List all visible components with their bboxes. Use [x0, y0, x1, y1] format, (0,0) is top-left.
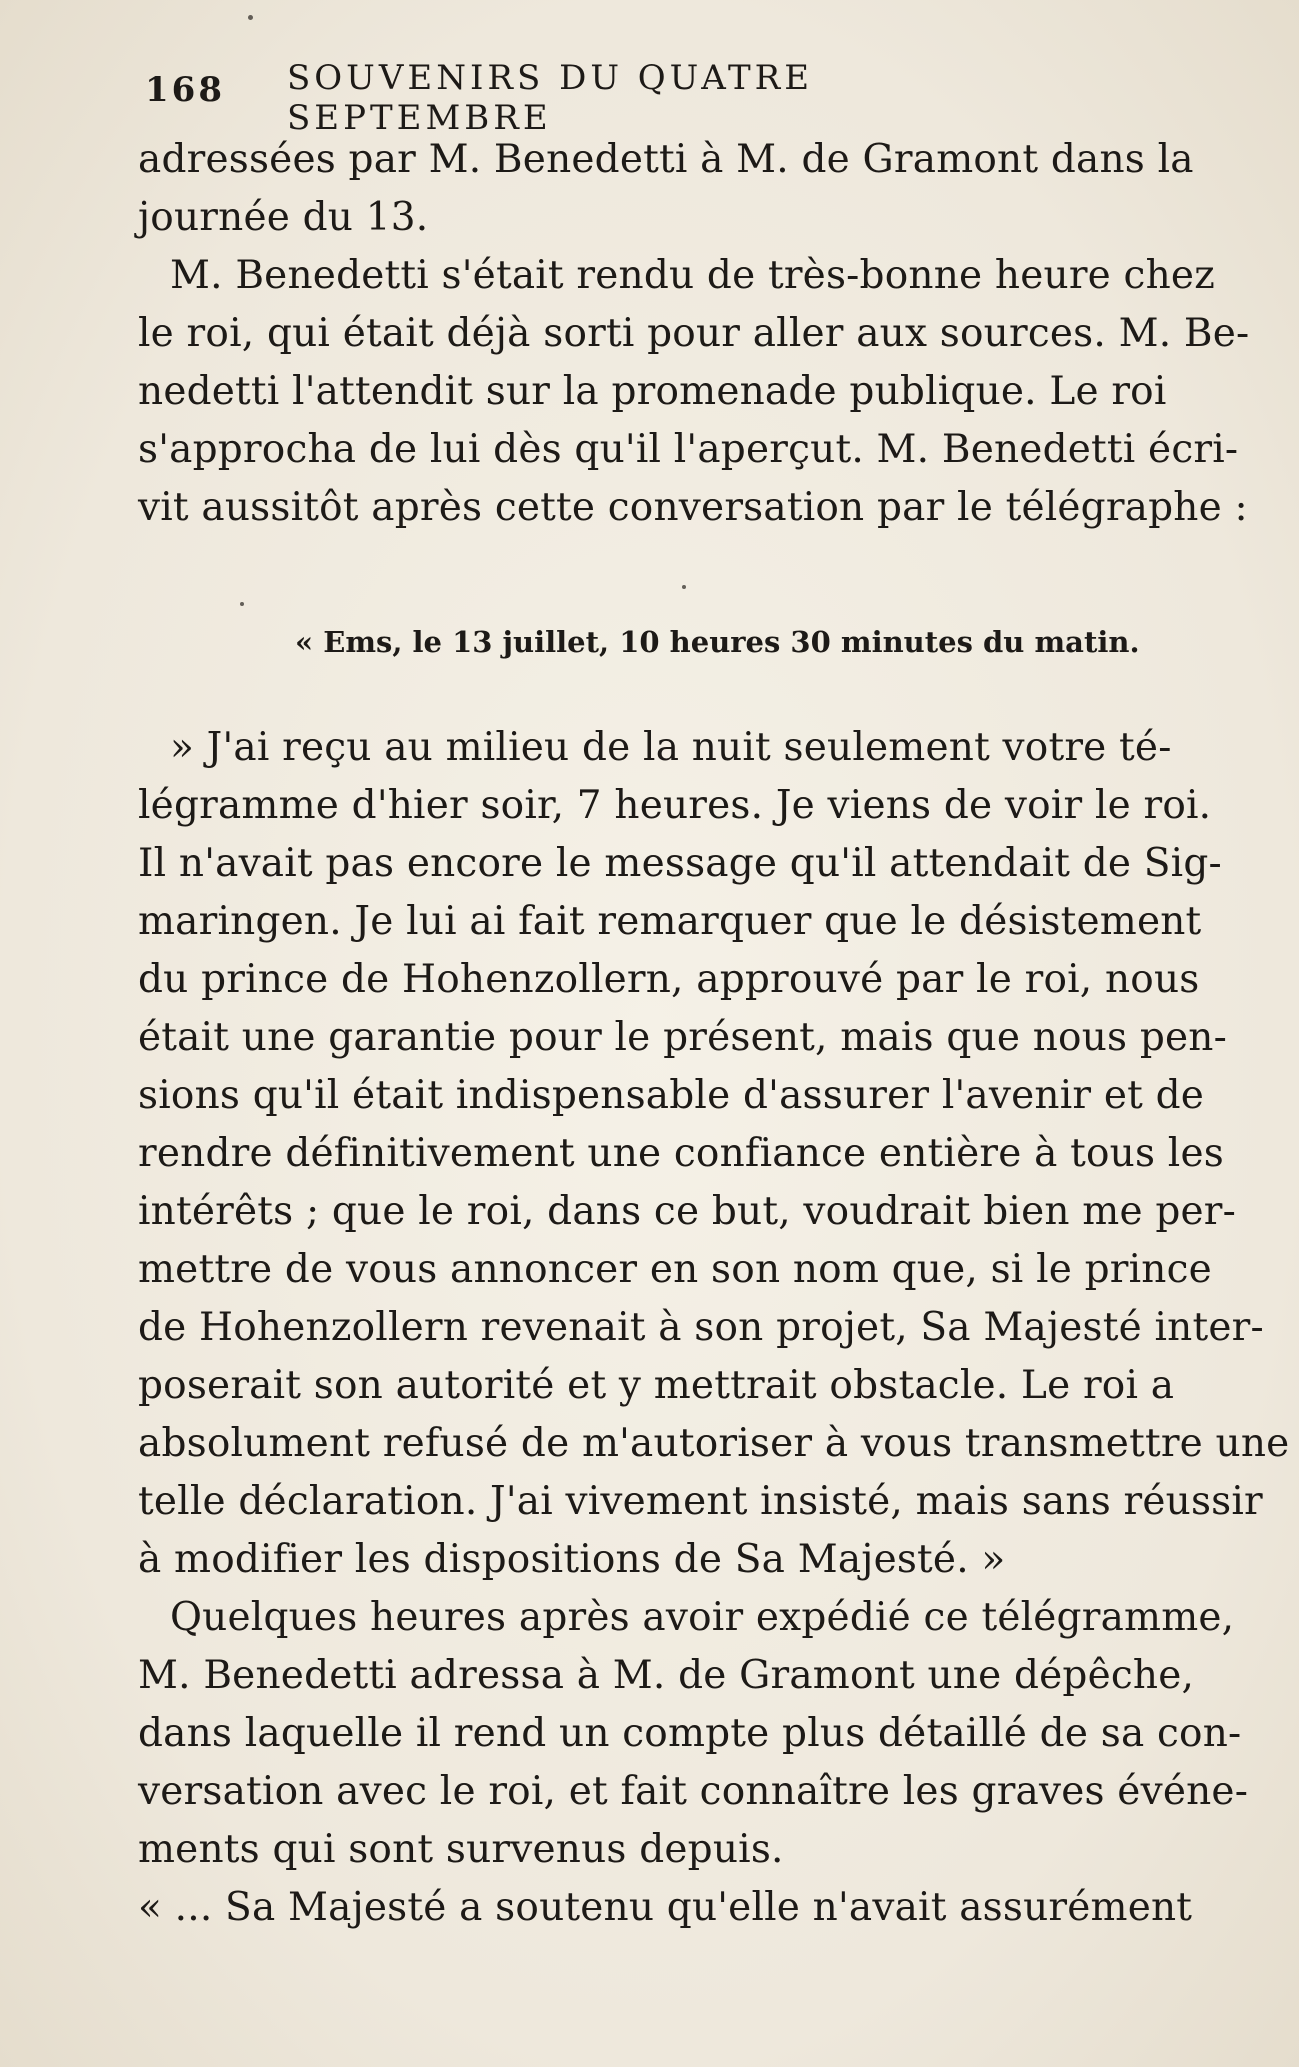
- quoted-line: telle déclaration. J'ai vivement insisté, mais sans réussir: [138, 1479, 1263, 1524]
- telegram-dateline: « Ems, le 13 juillet, 10 heures 30 minutes du matin.: [295, 625, 1140, 659]
- running-head: SOUVENIRS DU QUATRE SEPTEMBRE: [287, 58, 814, 138]
- paragraph-line: M. Benedetti s'était rendu de très-bonne heure chez: [170, 253, 1215, 298]
- paragraph-line: s'approcha de lui dès qu'il l'aperçut. M. Benedetti écri-: [138, 427, 1239, 472]
- paragraph-line: vit aussitôt après cette conversation par le télégraphe :: [138, 485, 1248, 530]
- quoted-line: rendre définitivement une confiance entière à tous les: [138, 1131, 1224, 1176]
- quoted-line: du prince de Hohenzollern, approuvé par le roi, nous: [138, 957, 1200, 1002]
- print-speck: [248, 15, 253, 20]
- print-speck: [682, 585, 686, 589]
- quoted-line: maringen. Je lui ai fait remarquer que le désistement: [138, 899, 1202, 944]
- quoted-line: sions qu'il était indispensable d'assurer l'avenir et de: [138, 1073, 1205, 1118]
- paragraph-line: journée du 13.: [138, 195, 429, 240]
- quoted-line: poserait son autorité et y mettrait obstacle. Le roi a: [138, 1363, 1175, 1408]
- paragraph-line: adressées par M. Benedetti à M. de Gramont dans la: [138, 137, 1194, 182]
- quoted-line: Il n'avait pas encore le message qu'il attendait de Sig-: [138, 841, 1222, 886]
- quoted-line: de Hohenzollern revenait à son projet, Sa Majesté inter-: [138, 1305, 1264, 1350]
- paragraph-line: nedetti l'attendit sur la promenade publique. Le roi: [138, 369, 1167, 414]
- paragraph-line: versation avec le roi, et fait connaître les graves événe-: [138, 1769, 1249, 1814]
- quoted-line: » J'ai reçu au milieu de la nuit seulement votre té-: [170, 725, 1172, 770]
- quoted-line: mettre de vous annoncer en son nom que, si le prince: [138, 1247, 1212, 1292]
- paragraph-line: Quelques heures après avoir expédié ce télégramme,: [170, 1595, 1235, 1640]
- page-number: 168: [145, 70, 225, 110]
- page-header: [145, 58, 1045, 138]
- paragraph-line: dans laquelle il rend un compte plus détaillé de sa con-: [138, 1711, 1242, 1756]
- print-speck: [240, 602, 244, 606]
- paragraph-line: le roi, qui était déjà sorti pour aller aux sources. M. Be-: [138, 311, 1250, 356]
- quoted-line: intérêts ; que le roi, dans ce but, voudrait bien me per-: [138, 1189, 1236, 1234]
- quoted-line: absolument refusé de m'autoriser à vous transmettre une: [138, 1421, 1290, 1466]
- quoted-line: à modifier les dispositions de Sa Majesté. »: [138, 1537, 1006, 1582]
- paragraph-line: ments qui sont survenus depuis.: [138, 1827, 784, 1872]
- quoted-line: était une garantie pour le présent, mais que nous pen-: [138, 1015, 1227, 1060]
- quoted-line: légramme d'hier soir, 7 heures. Je viens de voir le roi.: [138, 783, 1212, 828]
- paragraph-line: M. Benedetti adressa à M. de Gramont une dépêche,: [138, 1653, 1195, 1698]
- quoted-line: « ... Sa Majesté a soutenu qu'elle n'avait assurément: [138, 1885, 1193, 1930]
